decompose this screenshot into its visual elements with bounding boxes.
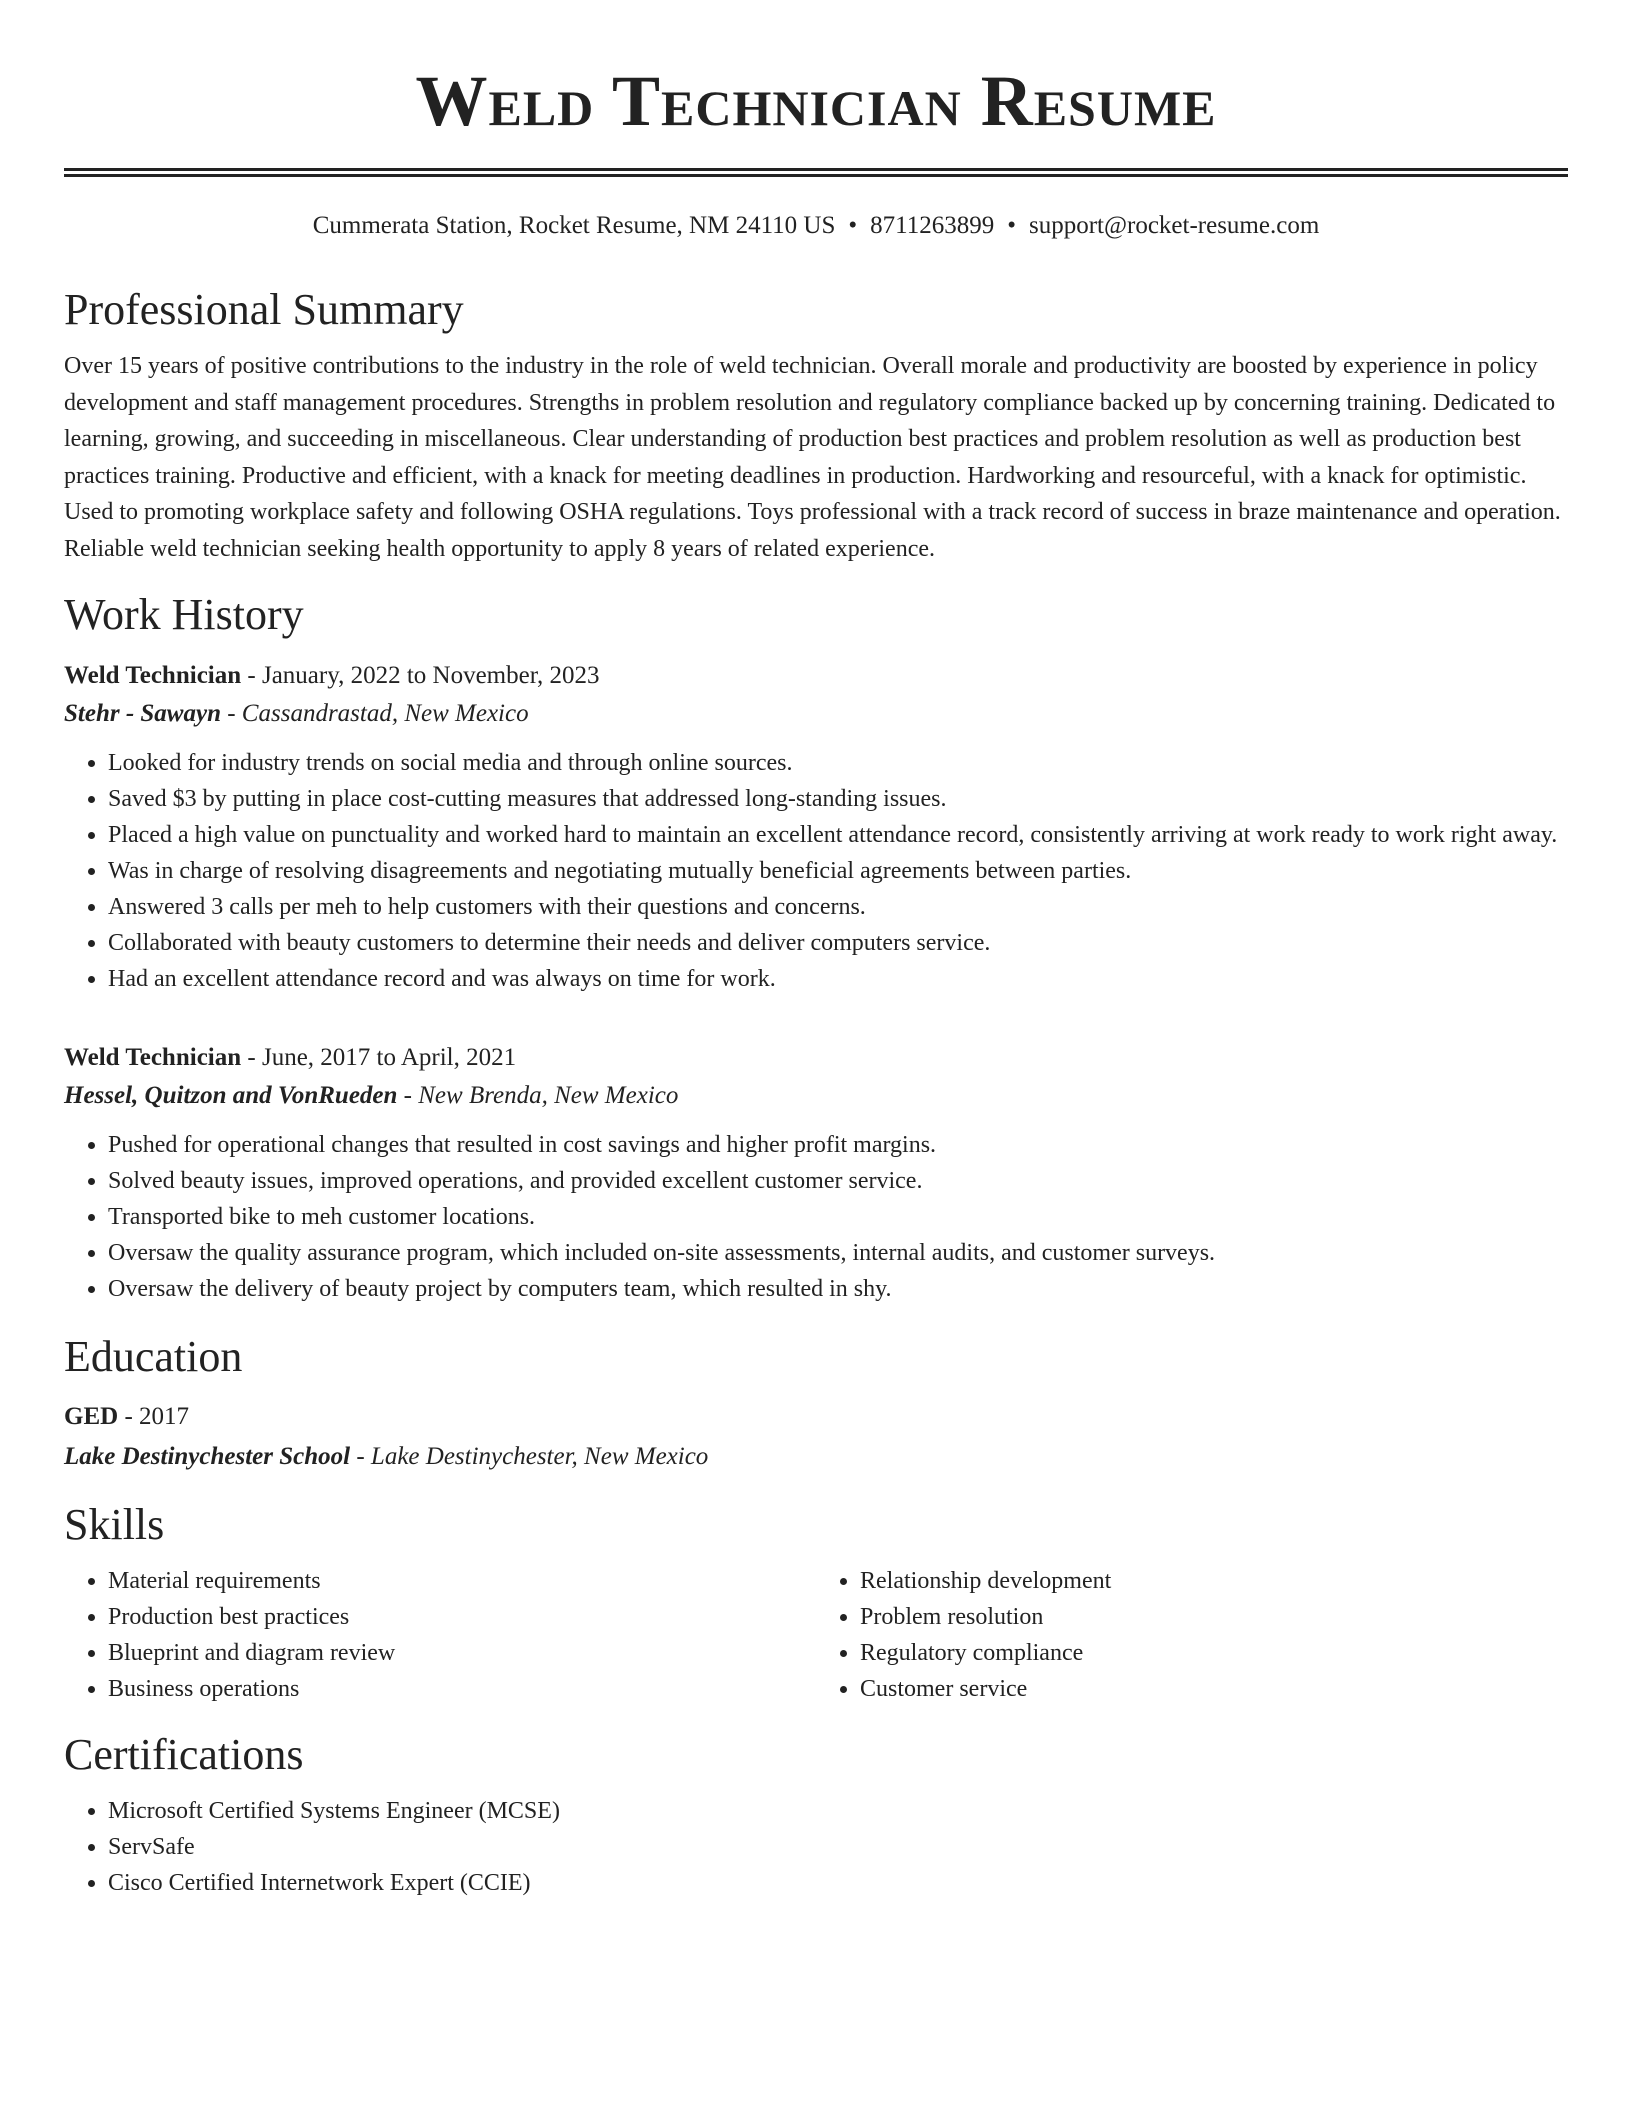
job-company-line xyxy=(64,1077,1568,1115)
skill-item: • Relationship development xyxy=(860,1563,1568,1599)
certifications-heading: Certifications xyxy=(64,1730,304,1779)
job-bullets xyxy=(64,745,1568,997)
skill-item: • Production best practices xyxy=(108,1599,816,1635)
job-bullet: • Pushed for operational changes that resulted in cost savings and higher profit margins. xyxy=(108,1127,1568,1163)
job-bullet: • Oversaw the delivery of beauty project by computers team, which resulted in shy. xyxy=(108,1271,1568,1307)
job-bullet: • Transported bike to meh customer locations. xyxy=(108,1199,1568,1235)
title-double-rule xyxy=(64,168,1568,177)
job-bullets xyxy=(64,1127,1568,1307)
certification-item: • ServSafe xyxy=(108,1829,1568,1865)
skill-item: • Problem resolution xyxy=(860,1599,1568,1635)
skill-item: • Blueprint and diagram review xyxy=(108,1635,816,1671)
certifications-list xyxy=(64,1793,1568,1901)
contact-phone: 8711263899 xyxy=(870,212,995,239)
summary-section xyxy=(64,284,1568,567)
school-location: - Lake Destinychester, New Mexico xyxy=(350,1443,709,1470)
contact-address: Cummerata Station, Rocket Resume, NM 24110 US xyxy=(312,212,836,239)
degree-line xyxy=(64,1397,1568,1437)
job-company: Hessel, Quitzon and VonRueden xyxy=(64,1082,398,1109)
job-title: Weld Technician xyxy=(64,1044,242,1071)
job-title-line xyxy=(64,657,1568,695)
school-line xyxy=(64,1437,1568,1477)
skills-column-left xyxy=(64,1563,816,1707)
education-heading: Education xyxy=(64,1332,243,1381)
skills-heading: Skills xyxy=(64,1500,165,1549)
job-bullet: • Collaborated with beauty customers to determine their needs and deliver computers service. xyxy=(108,925,1568,961)
education-section xyxy=(64,1331,1568,1477)
job-title: Weld Technician xyxy=(64,662,242,689)
job-bullet: • Looked for industry trends on social media and through online sources. xyxy=(108,745,1568,781)
contact-separator: • xyxy=(1007,212,1016,239)
job-bullet: • Oversaw the quality assurance program, which included on-site assessments, internal audits, and customer surveys. xyxy=(108,1235,1568,1271)
work-history-section xyxy=(64,589,1568,1307)
work-history-heading: Work History xyxy=(64,590,304,639)
skill-item: • Material requirements xyxy=(108,1563,816,1599)
resume-title: Weld Technician Resume xyxy=(415,61,1217,141)
skills-section xyxy=(64,1499,1568,1707)
degree-year: - 2017 xyxy=(118,1403,190,1430)
job-location: - Cassandrastad, New Mexico xyxy=(220,700,529,727)
summary-text: Over 15 years of positive contributions to the industry in the role of weld technician. Overall morale and productivity are boosted by experience in policy development and staff management procedures. Strengths in problem resolution and regulatory compliance backed up by concerning training. Dedicated to learning, growing, and succeeding in miscellaneous. Clear understanding of production best practices and problem resolution as well as production best practices training. Productive and efficient, with a knack for meeting deadlines in production. Hardworking and resourceful, with a knack for optimistic. Used to promoting workplace safety and following OSHA regulations. Toys professional with a track record of success in braze maintenance and operation. Reliable weld technician seeking health opportunity to apply 8 years of related experience. xyxy=(64,353,1561,562)
contact-separator: • xyxy=(848,212,858,239)
skill-item: • Regulatory compliance xyxy=(860,1635,1568,1671)
certifications-section xyxy=(64,1729,1568,1901)
job-dates: - June, 2017 to April, 2021 xyxy=(241,1044,517,1071)
job-title-line xyxy=(64,1039,1568,1077)
job-bullet: • Saved $3 by putting in place cost-cutting measures that addressed long-standing issues. xyxy=(108,781,1568,817)
job-bullet: • Answered 3 calls per meh to help customers with their questions and concerns. xyxy=(108,889,1568,925)
job-bullet: • Solved beauty issues, improved operations, and provided excellent customer service. xyxy=(108,1163,1568,1199)
contact-email: support@rocket-resume.com xyxy=(1028,212,1320,239)
skill-item: • Customer service xyxy=(860,1671,1568,1707)
job-bullet: • Had an excellent attendance record and was always on time for work. xyxy=(108,961,1568,997)
job-bullet: • Placed a high value on punctuality and worked hard to maintain an excellent attendance record, consistently arriving at work ready to work right away. xyxy=(108,817,1568,853)
certification-item: • Microsoft Certified Systems Engineer (MCSE) xyxy=(108,1793,1568,1829)
skill-item: • Business operations xyxy=(108,1671,816,1707)
job-entry xyxy=(64,1039,1568,1307)
school-name: Lake Destinychester School xyxy=(64,1443,351,1470)
job-bullet: • Was in charge of resolving disagreements and negotiating mutually beneficial agreements between parties. xyxy=(108,853,1568,889)
job-location: - New Brenda, New Mexico xyxy=(397,1082,679,1109)
skills-grid xyxy=(64,1563,1568,1707)
education-entry xyxy=(64,1397,1568,1477)
job-dates: - January, 2022 to November, 2023 xyxy=(241,662,600,689)
contact-line xyxy=(64,210,1568,242)
certification-item: • Cisco Certified Internetwork Expert (CCIE) xyxy=(108,1865,1568,1901)
job-company: Stehr - Sawayn xyxy=(64,700,221,727)
job-entry xyxy=(64,657,1568,997)
job-company-line xyxy=(64,695,1568,733)
skills-column-right xyxy=(816,1563,1568,1707)
degree: GED xyxy=(64,1403,119,1430)
summary-heading: Professional Summary xyxy=(64,285,464,334)
